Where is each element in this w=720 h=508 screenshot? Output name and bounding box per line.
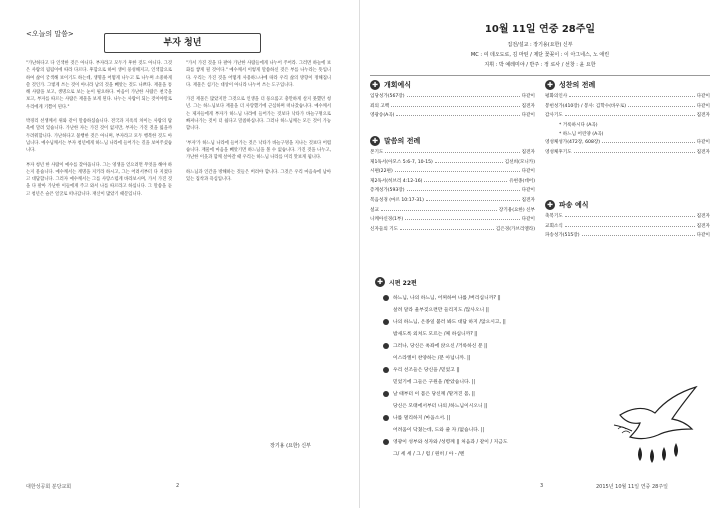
psalm-verse-text: 하느님, 나의 하느님, 어찌하여 나를 /버리십니까? || <box>393 296 501 301</box>
order-row <box>370 159 535 169</box>
psalm-verse <box>383 353 705 365</box>
page-number: 2 <box>176 483 180 489</box>
dove-icon <box>610 385 700 465</box>
psalm-verse-text: 어려움이 닥쳤는데, 도와 줄 자 /없습니다. || <box>393 428 485 433</box>
order-label: 복음성경 (마르 10:17-31) <box>370 197 424 203</box>
section-title: 파송 예식 <box>559 201 589 209</box>
psalm-verse-text: 우리 선조들은 당신을 /믿었고 || <box>393 368 460 373</box>
order-row <box>545 232 710 242</box>
order-row <box>370 226 535 236</box>
cross-icon: ✚ <box>545 200 555 210</box>
order-label: 영성체성가(472장, 608장) <box>545 140 601 146</box>
header-separator <box>370 75 710 76</box>
order-label: 죄의 고백 <box>370 103 390 109</box>
psalm-verse <box>383 317 705 329</box>
sermon-paragraph: 하느님과 인간을 방해하는 것들은 버려야 합니다. 그것은 우리 마음속에 남아 있는 집착과 욕심입니다. <box>186 169 331 182</box>
order-leader: 다같이 <box>521 188 535 194</box>
sermon-column-2 <box>186 60 331 190</box>
page-number: 3 <box>540 483 544 489</box>
sermon-paragraph: '부자'가 하느님 나라에 들어가는 것은 낙타가 바늘구멍을 지나는 것보다 어렵습니다. 재물에 마음을 빼앗기면 하느님을 볼 수 없습니다. 가진 것을 나누고, 가난한 이웃과 함께 살아갈 때 우리는 하느님 나라를 미리 맛보게 됩니다. <box>186 140 331 161</box>
order-row <box>370 93 535 103</box>
sacrament-note: * 하느님 어린양 (A곡) <box>559 131 604 137</box>
psalm-verse-text: 그러나, 당신은 옥좌에 앉으신 /거룩하신 분 || <box>393 344 488 349</box>
order-row <box>370 168 535 178</box>
psalm-verse <box>383 305 705 317</box>
order-leader: 다같이 <box>696 94 710 99</box>
order-label: 제1독서(아모스 5:6-7, 10-15) <box>370 159 433 165</box>
order-leader: 다같이 <box>521 94 535 99</box>
order-row <box>545 103 710 113</box>
order-row <box>370 216 535 226</box>
verse-bullet-icon <box>383 295 389 301</box>
order-leader: 다같이 <box>521 169 535 175</box>
psalm-verse-text: 나의 하느님, 온종일 불러 봐도 대답 하지 /않으시고, || <box>393 320 506 325</box>
order-row <box>545 112 710 122</box>
order-leader: 다같이 <box>521 113 535 119</box>
psalm-title: 시편 22편 <box>389 279 417 287</box>
order-row <box>370 187 535 197</box>
psalm-verse-text: 살려 달라 울부짖으련만 들리지도 /않사오니 || <box>393 308 489 313</box>
verse-bullet-icon <box>383 343 389 349</box>
order-leader: 집전자 <box>521 150 535 155</box>
order-row <box>370 112 535 122</box>
footer-date: 2015년 10월 11일 연중 28주일 <box>596 484 668 490</box>
sacrament-note: * 거룩하시다 (A곡) <box>559 122 598 128</box>
order-label: 파송성가(515장) <box>545 233 580 239</box>
order-leader: 다같이 <box>521 217 535 223</box>
verse-bullet-icon <box>383 415 389 421</box>
psalm-verse <box>383 293 705 305</box>
opening-section <box>370 80 535 122</box>
psalm-verse-text: 이스라엘이 찬양하는 /분 아닙니까. || <box>393 356 471 361</box>
order-label: 봉헌성가(410장) / 봉사: 김학수(바우로) <box>545 103 627 109</box>
order-label: 니케아신경(1부) <box>370 217 404 223</box>
verse-bullet-icon <box>383 319 389 325</box>
order-row <box>370 103 535 113</box>
order-row <box>370 207 535 217</box>
sermon-column-1 <box>26 60 172 205</box>
officiant-line: 집전/설교 : 장기용(요한) 신부 <box>507 42 573 48</box>
verse-bullet-icon <box>383 367 389 373</box>
sermon-paragraph: 박경리 선생께서 위와 같이 말씀하셨습니다. 전국과 지옥의 차이는 사람의 탐욕에 달려 있습니다. 가난한 자는 가진 것이 없지만, 부자는 가진 것을 잃을까 두려워합니다. 가난하다고 불행한 것은 아니며, 부자라고 모두 행복한 것도 아닙니다. 예수님께서는 부자 청년에게 하느님 나라에 들어가는 길을 보여주셨습니다. <box>26 119 172 154</box>
section-title: 성찬의 전례 <box>559 81 596 89</box>
sermon-signature: 장기용 (요한) 신부 <box>270 443 311 449</box>
verse-bullet-icon <box>383 391 389 397</box>
order-label: 감사기도 <box>545 113 563 119</box>
psalm-verse <box>383 365 705 377</box>
psalm-verse-text: 그/ 세 세 / 그 / 럼 / 원히 / 아 - /멘 <box>393 452 465 457</box>
cross-icon: ✚ <box>545 80 555 90</box>
verse-bullet-icon <box>383 439 389 445</box>
sermon-paragraph: 부자 청년 한 사람이 예수를 찾아옵니다. 그는 영생을 얻으려면 무엇을 해야 하는지 묻습니다. 예수께서는 계명을 지키라 하시고, 그는 어려서부터 다 지켰다고 대답합니다. 그러자 예수께서는 그를 사랑스럽게 바라보시며, 가서 가진 것을 다 팔아 가난한 이들에게 주고 와서 나를 따르라고 하십니다. 그 말씀을 듣고 청년은 슬픈 얼굴로 떠나갑니다. 재산이 많았기 때문입니다. <box>26 162 172 197</box>
order-label: 축복기도 <box>545 214 563 219</box>
word-section <box>370 136 535 235</box>
order-row <box>545 93 710 103</box>
section-label: <오늘의 말씀> <box>26 30 74 38</box>
order-leader: 다같이 <box>696 233 710 239</box>
order-label: 시편(22편) <box>370 169 393 175</box>
order-leader: 다같이 <box>696 103 710 109</box>
cross-icon: ✚ <box>370 80 380 90</box>
order-leader: 집전자 <box>696 149 710 155</box>
order-leader: 김은경(가브리엘라) <box>495 226 535 232</box>
footer-church-name: 대한성공회 분당교회 <box>26 484 72 490</box>
reader-line: 지휘 : 박 예레미야 / 반주 : 정 로사 / 선창 : 윤 요한 <box>484 62 596 68</box>
order-label: 본기도 <box>370 150 384 155</box>
psalm-verse-text: 영광이 성부와 성자와 /성령께 || 처음과 / 같이 / 지금도 <box>393 440 508 445</box>
order-row <box>545 213 710 223</box>
order-row <box>370 149 535 159</box>
order-label: 영성체후기도 <box>545 149 572 155</box>
order-row <box>545 139 710 149</box>
sermon-paragraph: "가난하다고 다 인색한 것은 아니다. 부자라고 모두가 후한 것도 아니다. 그것은 사람의 됨됨이에 따라 다르다. 후함으로 하여 생이 풍성해지고, 인색함으로 하여 삶이 궁색해 보이기도 하는데, 생명을 어떻게 나누고 또 나누며 소중하게 쓸 것인가. 그렇게 쓰는 것이 아니라 남의 것을 빼앗는 것도 나쁘다. 재물을 통해 사람을 보고, 생명으로 보는 눈이 필요하다. 마음이 가난한 사람은 천국을 보고, 부자를 따르는 사람은 재물을 보게 된다. 나누는 사람이 되는 것이야말로 우리에게 기쁨이 된다." <box>26 61 172 110</box>
right-page <box>360 0 720 508</box>
order-label: 평화의인사 <box>545 94 568 99</box>
order-label: 교회소식 <box>545 223 563 229</box>
order-leader: 집전자 <box>521 197 535 203</box>
order-row <box>370 178 535 188</box>
order-leader: 집전자 <box>521 103 535 109</box>
order-label: 영광송(A곡) <box>370 113 395 119</box>
sermon-paragraph: "가서 가진 것을 다 팔아 가난한 사람들에게 나누어 주어라. 그러면 하늘에 보화를 쌓게 될 것이다." 예수께서 이렇게 말씀하신 것은 부를 나누라는 뜻입니다. 우리는 가진 것을 어떻게 사용하느냐에 따라 우리 삶의 방향이 정해집니다. 재물은 섬기는 대상이 아니라 나누어 쓰는 도구입니다. <box>186 61 331 88</box>
dismissal-section <box>545 200 710 242</box>
order-leader: 집전자 <box>696 223 710 229</box>
cross-icon: ✚ <box>370 136 380 146</box>
psalm-verse-text: 믿었기에 그들은 구원을 /받았습니다. || <box>393 380 475 385</box>
order-leader: 김선희(모니카) <box>504 159 535 165</box>
order-label: 제2독서(히브리 4:12-16) <box>370 178 423 184</box>
psalm-verse-text: 날 때부터 이 몸은 당신께 /맡겨진 몸, || <box>393 392 475 397</box>
psalm-verse <box>383 329 705 341</box>
psalm-verse-text: 당신은 모태에서부터 나의 /하느님이시오니 || <box>393 404 488 409</box>
sermon-paragraph: 가진 재물은 많았지만 그것으로 인생을 더 풍요롭고 충만하게 살지 못했던 청년. 그는 하느님보다 재물을 더 사랑했기에 근심하며 떠나갔습니다. 예수께서는 제자들에게 부자가 하느님 나라에 들어가는 것보다 낙타가 바늘구멍으로 빠져나가는 것이 더 쉽다고 말씀하십니다. 그러나 하느님께는 모든 것이 가능합니다. <box>186 97 331 132</box>
cross-icon: ✚ <box>375 277 385 287</box>
psalm-verse <box>383 341 705 353</box>
order-leader: 다같이 <box>696 140 710 146</box>
order-row <box>545 149 710 159</box>
order-row <box>370 197 535 207</box>
psalm-verse-text: 나를 멀리하지 /마옵소서. || <box>393 416 451 421</box>
order-label: 설교 <box>370 207 379 213</box>
order-label: 신자들의 기도 <box>370 226 399 232</box>
order-leader: 장기용(요한) 신부 <box>498 207 535 213</box>
order-row <box>545 223 710 233</box>
section-title: 개회예식 <box>384 81 412 89</box>
order-leader: 집전자 <box>696 214 710 219</box>
service-title: 10월 11일 연중 28주일 <box>484 24 596 35</box>
sermon-title: 부자 청년 <box>104 33 261 53</box>
order-leader: 집전자 <box>696 113 710 119</box>
psalm-verse-text: 밤새도록 외쳐도 모르는 /체 하십니까? || <box>393 332 478 337</box>
order-label: 층계성가(593장) <box>370 188 405 194</box>
section-title: 말씀의 전례 <box>384 137 421 145</box>
sacrament-section <box>545 80 710 159</box>
order-label: 입당성가(567장) <box>370 94 405 99</box>
mc-line: MC : 여 데오도로, 김 마틴 / 제단 꽃꽂이 : 이 아그네스, 노 애린 <box>470 52 610 58</box>
order-leader: 유현종(데어) <box>509 178 535 184</box>
